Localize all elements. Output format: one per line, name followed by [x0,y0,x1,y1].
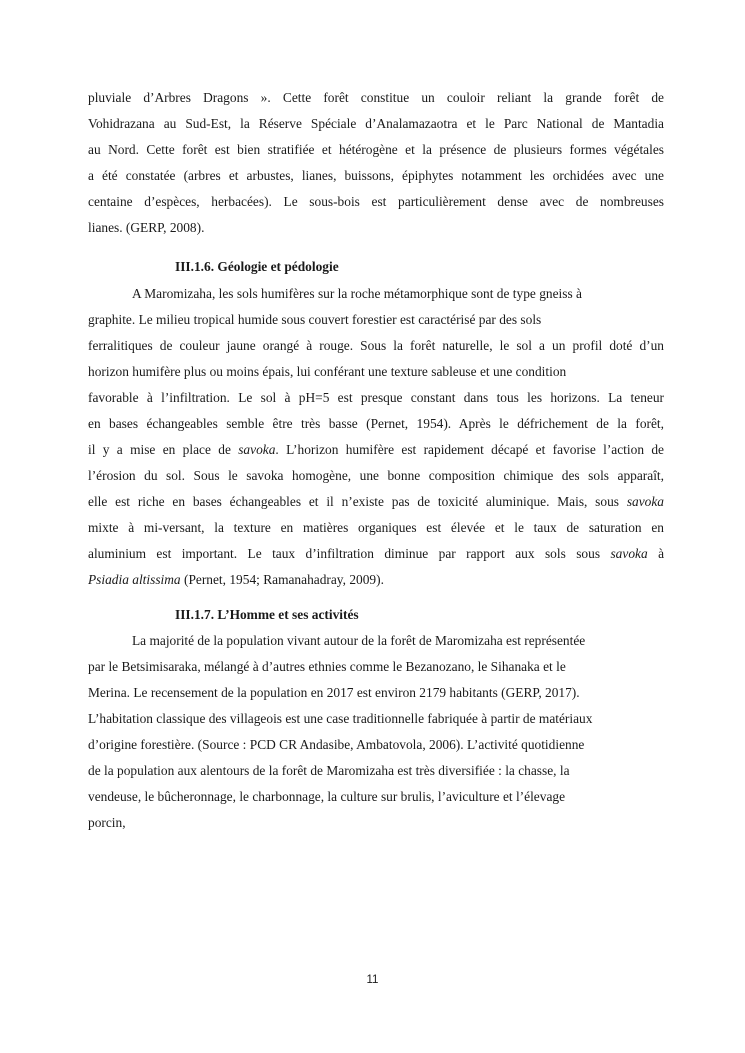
page-number: 11 [366,974,379,986]
text-line: mixte à mi-versant, la texture en matières organiques est élevée et le taux de saturation en [88,520,664,535]
text-line: vendeuse, le bûcheronnage, le charbonnage, la culture sur brulis, l’aviculture et l’élevage [88,789,566,804]
text-line: ferralitiques de couleur jaune orangé à rouge. Sous la forêt naturelle, le sol a un profil doté d’un [88,338,664,353]
section-heading: III.1.6. Géologie et pédologie [175,259,339,274]
text-line: l’érosion du sol. Sous le savoka homogène, une bonne composition chimique des sols apparaît, [88,468,664,483]
text-line: pluviale d’Arbres Dragons ». Cette forêt constitue un couloir reliant la grande forêt de [88,90,664,105]
text-line: Vohidrazana au Sud-Est, la Réserve Spéciale d’Analamazaotra et le Parc National de Mantadia [88,116,664,131]
text-run: . L’horizon humifère est rapidement décapé et favorise l’action de [275,442,664,457]
text-line: par le Betsimisaraka, mélangé à d’autres ethnies comme le Bezanozano, le Sihanaka et le [88,659,566,674]
text-line: a été constatée (arbres et arbustes, lianes, buissons, épiphytes notamment les orchidées avec une [88,168,664,183]
text-line: horizon humifère plus ou moins épais, lui conférant une texture sableuse et une condition [88,364,567,379]
text-line: d’origine forestière. (Source : PCD CR Andasibe, Ambatovola, 2006). L’activité quotidienne [88,737,585,752]
text-run: (Pernet, 1954; Ramanahadray, 2009). [180,572,384,587]
text-line [88,493,664,511]
italic-term: Psiadia altissima [88,572,181,587]
text-line: de la population aux alentours de la forêt de Maromizaha est très diversifiée : la chasse, la [88,763,570,778]
text-line: centaine d’espèces, herbacées). Le sous-bois est particulièrement dense avec de nombreuses [88,194,664,209]
text-line: lianes. (GERP, 2008). [88,220,205,235]
text-run: à [647,546,665,561]
text-line [88,571,384,589]
section-heading: III.1.7. L’Homme et ses activités [175,607,359,622]
italic-term: savoka [610,546,648,561]
text-line: Merina. Le recensement de la population en 2017 est environ 2179 habitants (GERP, 2017). [88,685,580,700]
text-run: elle est riche en bases échangeables et il n’existe pas de toxicité aluminique. Mais, sous [88,494,627,509]
text-line: au Nord. Cette forêt est bien stratifiée et hétérogène et la présence de plusieurs formes végétales [88,142,664,157]
italic-term: savoka [238,442,276,457]
text-run: il y a mise en place de [88,442,239,457]
italic-term: savoka [626,494,664,509]
text-run: aluminium est important. Le taux d’infiltration diminue par rapport aux sols sous [88,546,601,561]
text-line [88,441,664,459]
text-line: L’habitation classique des villageois est une case traditionnelle fabriquée à partir de matériaux [88,711,593,726]
text-line [88,545,664,563]
text-line: graphite. Le milieu tropical humide sous couvert forestier est caractérisé par des sols [88,312,542,327]
text-line: favorable à l’infiltration. Le sol à pH=5 est presque constant dans tous les horizons. La teneur [88,390,664,405]
text-line: en bases échangeables semble être très basse (Pernet, 1954). Après le défrichement de la forêt, [88,416,664,431]
text-line: La majorité de la population vivant autour de la forêt de Maromizaha est représentée [132,633,586,648]
text-line: A Maromizaha, les sols humifères sur la roche métamorphique sont de type gneiss à [132,286,582,301]
text-line: porcin, [88,815,126,830]
